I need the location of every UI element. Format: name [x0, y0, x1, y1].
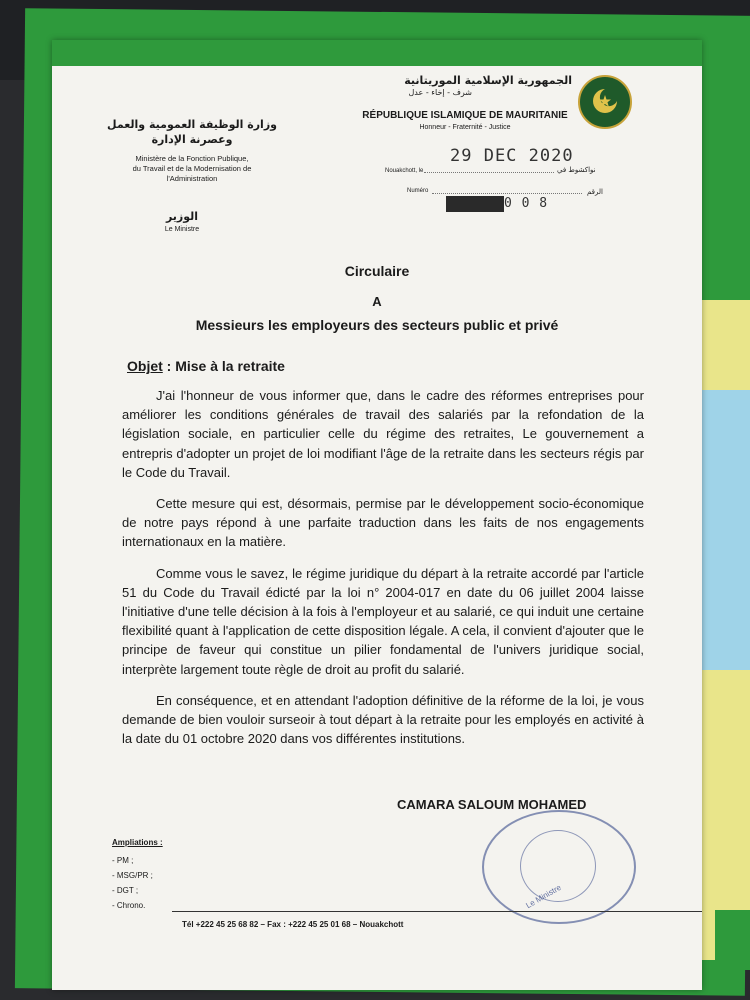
document-type-title: Circulaire: [344, 263, 410, 279]
ministry-line3: l'Administration: [166, 174, 218, 183]
body-text: [122, 386, 644, 760]
ministry-line2: du Travail et de la Modernisation de: [132, 164, 252, 173]
paragraph-4: En conséquence, et en attendant l'adoption définitive de la réforme de la loi, je vous demande de bien vouloir surseoir à tout départ à la retraite pour les employés en activité à la date du 01 octobre 2020 dans vos différentes institutions.: [122, 692, 644, 747]
date-stamp: 29 DEC 2020: [450, 146, 574, 166]
paragraph-3: Comme vous le savez, le régime juridique du départ à la retraite accordé par l'article 51 du Code du Travail édicté par la loi n° 2004-017 en date du 06 juillet 2004 laisse l'initiative d'une telle décision à la fois à l'employeur et au salarié, ce qui induit une certaine flexibilité quant à l'application de cette disposition légale. A cela, il convient d'ajouter que le principe de faveur qui constitue un pilier fondamental de l'univers juridique social, interprète largement toute règle de droit au profit du salarié.: [122, 565, 644, 677]
seal-text: Le Ministre: [524, 882, 563, 911]
arabic-motto: شرف - إخاء - عدل: [408, 88, 472, 97]
ampliations-title: Ampliations :: [112, 838, 163, 847]
addressees: Messieurs les employeurs des secteurs public et privé: [195, 317, 559, 333]
ministry-name: [102, 154, 282, 184]
green-folder-strip: [715, 910, 750, 970]
ampliations-list: [112, 853, 153, 913]
reference-number: 0 0 8: [504, 196, 549, 211]
number-dotted-line: [432, 193, 582, 194]
republic-title: RÉPUBLIQUE ISLAMIQUE DE MAURITANIE: [362, 110, 568, 121]
national-motto: Honneur - Fraternité - Justice: [419, 124, 511, 131]
paragraph-1: J'ai l'honneur de vous informer que, dans le cadre des réformes entreprises pour améliorer les conditions générales de travail des salariés par la refondation de la législation sociale, en particulier celle du régime des retraites, Le gouvernement a entrepris d'adopter un projet de loi modifiant l'âge de la retraite dans les secteurs régis par le Code du Travail.: [122, 388, 644, 480]
signatory-name: CAMARA SALOUM MOHAMED: [397, 797, 587, 812]
number-label: Numéro: [407, 188, 429, 194]
ampliation-item: - Chrono.: [112, 901, 146, 910]
arabic-republic-title: الجمهورية الإسلامية الموريتانية: [404, 74, 572, 87]
subject-label: Objet: [127, 358, 163, 374]
place-label: Nouakchott, le: [385, 168, 424, 174]
paragraph-2: Cette mesure qui est, désormais, permise par le développement socio-économique de notre pays répond à une parfaite traduction dans les faits de nos engagements internationaux en la matière.: [122, 496, 644, 550]
redacted-number: [446, 196, 504, 212]
arabic-ministry-line2: وعصرنة الإدارة: [151, 133, 233, 146]
document-page: [52, 40, 702, 990]
subject-line: [127, 358, 285, 374]
arabic-minister: الوزير: [165, 210, 199, 223]
ministry-line1: Ministère de la Fonction Publique,: [135, 154, 249, 163]
addressee-prefix: A: [372, 294, 382, 309]
ampliation-item: - DGT ;: [112, 886, 139, 895]
green-header-band: [52, 40, 702, 66]
ampliation-item: - PM ;: [112, 856, 134, 865]
date-dotted-line: [424, 172, 554, 173]
minister-label: Le Ministre: [164, 226, 200, 233]
number-label-arabic: الرقم: [587, 188, 603, 196]
footer-divider: [172, 911, 702, 912]
national-emblem-icon: [578, 75, 632, 129]
footer-contact: Tél +222 45 25 68 82 – Fax : +222 45 25 01 68 – Nouakchott: [182, 920, 404, 929]
ampliation-item: - MSG/PR ;: [112, 871, 153, 880]
blue-folder: [700, 390, 750, 670]
subject-text: : Mise à la retraite: [162, 358, 285, 374]
place-label-arabic: نواكشوط في: [557, 166, 596, 174]
arabic-ministry-line1: وزارة الوظيفة العمومية والعمل: [107, 118, 277, 131]
